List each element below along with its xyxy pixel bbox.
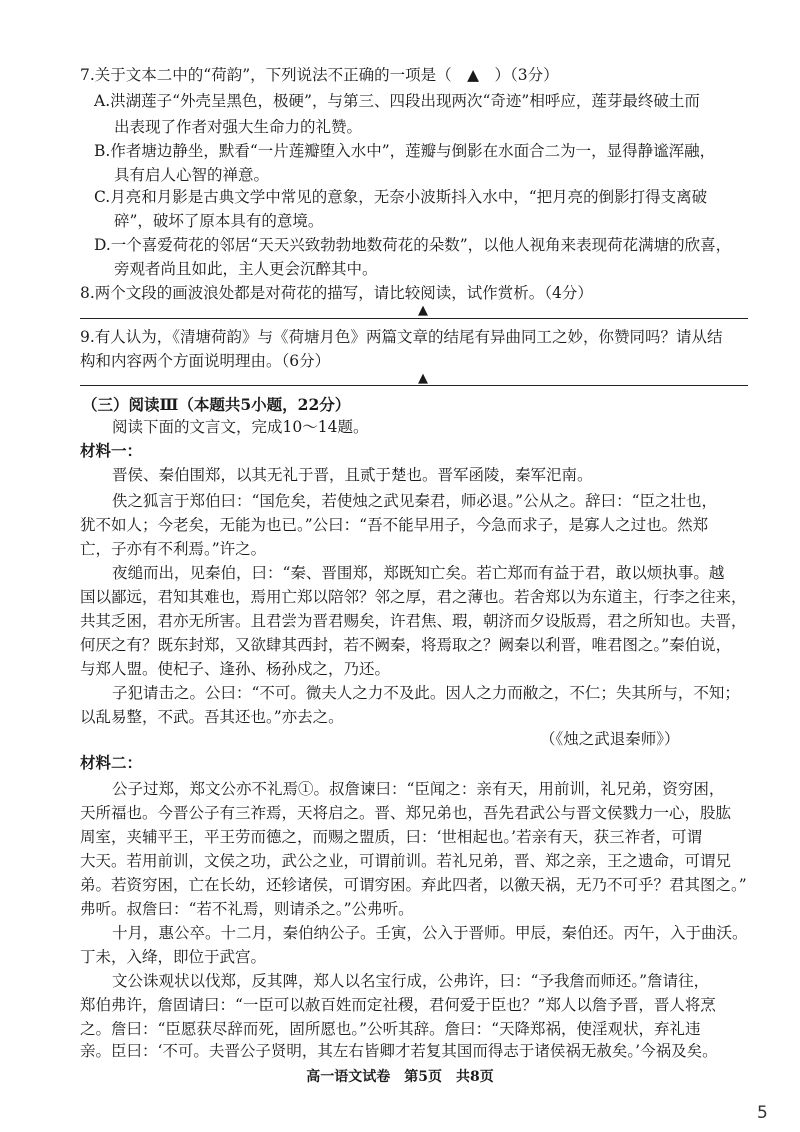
material1-line: 何厌之有？既东封郑，又欲肆其西封，若不阙秦，将焉取之？阙秦以利晋，唯君图之。”秦伯说， bbox=[80, 636, 732, 654]
material1-line: 佚之狐言于郑伯曰：“国危矣，若使烛之武见秦君，师必退。”公从之。辞曰：“臣之壮也， bbox=[112, 492, 718, 510]
material1-line: 与郑人盟。使杞子、逢孙、杨孙戍之，乃还。 bbox=[80, 660, 391, 678]
material2-line: 大天。若用前训，文侯之功，武公之业，可谓前训。若礼兄弟，晋、郑之亲，王之遗命，可谓兄 bbox=[80, 852, 732, 870]
material2-line: 天所福也。今晋公子有三祚焉，天将启之。晋、郑兄弟也，吾先君武公与晋文侯戮力一心，股肱 bbox=[80, 804, 732, 822]
material1-label: 材料一： bbox=[80, 441, 143, 460]
q7-stem: 7.关于文本二中的“荷韵”，下列说法不正确的一项是（ ▲ ）（3分） bbox=[80, 66, 559, 84]
q7-option-a: A.洪湖莲子“外壳呈黑色，极硬”，与第三、四段出现两次“奇迹”相呼应，莲芽最终破土而 bbox=[94, 92, 700, 110]
material1-line: 夜缒而出，见秦伯，曰：“秦、晋围郑，郑既知亡矣。若亡郑而有益于君，敢以烦执事。越 bbox=[112, 564, 725, 582]
page-number: 5 bbox=[757, 1103, 768, 1123]
q7-option-b: B.作者塘边静坐，默看“一片莲瓣堕入水中”，莲瓣与倒影在水面合二为一，显得静谧浑融， bbox=[94, 142, 716, 160]
material2-line: 弗听。叔詹曰：“若不礼焉，则请杀之。”公弗听。 bbox=[80, 900, 414, 918]
material1-line: 国以鄙远，君知其难也，焉用亡郑以陪邻？邻之厚，君之薄也。若舍郑以为东道主，行李之往来， bbox=[80, 588, 747, 606]
q8-stem: 8.两个文段的画波浪处都是对荷花的描写，请比较阅读，试作赏析。（4分） bbox=[80, 284, 593, 302]
material1-source: （《烛之武退秦师》） bbox=[540, 730, 680, 748]
material2-line: 周室，夹辅平王，平王劳而德之，而赐之盟质，曰：‘世相起也。’若亲有天，获三祚者，可谓 bbox=[80, 828, 703, 846]
q9-answer-marker: ▲ bbox=[418, 371, 428, 386]
section-title: （三）阅读Ⅲ（本题共5小题，22分） bbox=[82, 395, 351, 414]
material1-line: 晋侯、秦伯围郑，以其无礼于晋，且贰于楚也。晋军函陵，秦军汜南。 bbox=[112, 466, 593, 484]
q7-option-a-cont: 出表现了作者对强大生命力的礼赞。 bbox=[114, 118, 363, 136]
q7-option-c-cont: 碎”，破坏了原本具有的意境。 bbox=[114, 212, 324, 230]
material2-label: 材料二： bbox=[80, 753, 143, 772]
material1-line: 以乱易整，不武。吾其还也。”亦去之。 bbox=[80, 708, 344, 726]
section-instruction: 阅读下面的文言文，完成10～14题。 bbox=[112, 418, 369, 436]
q9-stem: 9.有人认为，《清塘荷韵》与《荷塘月色》两篇文章的结尾有异曲同工之妙，你赞同吗？请从结 bbox=[80, 328, 723, 346]
material2-line: 丁未，入绛，即位于武宫。 bbox=[80, 948, 267, 966]
q8-answer-marker: ▲ bbox=[418, 303, 428, 318]
material2-line: 郑伯弗许，詹固请曰：“一臣可以赦百姓而定社稷，君何爱于臣也？”郑人以詹予晋，晋人将烹 bbox=[80, 996, 716, 1014]
material2-line: 亲。臣曰：‘不可。夫晋公子贤明，其左右皆卿才若复其国而得志于诸侯祸无赦矣。’今祸及矣。 bbox=[80, 1042, 718, 1060]
material1-line: 犹不如人；今老矣，无能为也已。”公曰：“吾不能早用子，今急而求子，是寡人之过也。然郑 bbox=[80, 516, 709, 534]
material2-line: 文公诛观状以伐郑，反其陴，郑人以名宝行成，公弗许，曰：“予我詹而师还。”詹请往， bbox=[112, 972, 710, 990]
q9-stem-cont: 构和内容两个方面说明理由。（6分） bbox=[80, 352, 331, 370]
material1-line: 共其乏困，君亦无所害。且君尝为晋君赐矣，许君焦、瑕，朝济而夕设版焉，君之所知也。夫晋， bbox=[80, 612, 747, 630]
material2-line: 之。詹曰：“臣愿获尽辞而死，固所愿也。”公听其辞。詹曰：“天降郑祸，使淫观状，弃礼违 bbox=[80, 1020, 701, 1038]
material2-line: 公子过郑，郑文公亦不礼焉①。叔詹谏曰：“臣闻之：亲有天，用前训，礼兄弟，资穷困， bbox=[112, 780, 725, 798]
q8-answer-line bbox=[80, 318, 748, 319]
material2-line: 十月，惠公卒。十二月，秦伯纳公子。壬寅，公入于晋师。甲辰，秦伯还。丙午，入于曲沃。 bbox=[112, 924, 748, 942]
material1-line: 子犯请击之。公曰：“不可。微夫人之力不及此。因人之力而敝之，不仁；失其所与，不知； bbox=[112, 684, 740, 702]
q7-option-d-cont: 旁观者尚且如此，主人更会沉醉其中。 bbox=[114, 260, 378, 278]
q7-option-c: C.月亮和月影是古典文学中常见的意象，无奈小波斯抖入水中，“把月亮的倒影打得支离破 bbox=[94, 188, 708, 206]
q9-answer-line bbox=[80, 385, 748, 386]
q7-option-b-cont: 具有启人心智的禅意。 bbox=[114, 166, 270, 184]
material1-line: 亡，子亦有不利焉。”许之。 bbox=[80, 540, 267, 558]
material2-line: 弟。若资穷困，亡在长幼，还轸诸侯，可谓穷困。弃此四者，以徼天祸，无乃不可乎？君其图之。” bbox=[80, 876, 747, 894]
q7-option-d: D.一个喜爱荷花的邻居“天天兴致勃勃地数荷花的朵数”，以他人视角来表现荷花满塘的欣喜， bbox=[94, 236, 732, 254]
page-footer: 高一语文试卷 第5页 共8页 bbox=[306, 1069, 494, 1085]
